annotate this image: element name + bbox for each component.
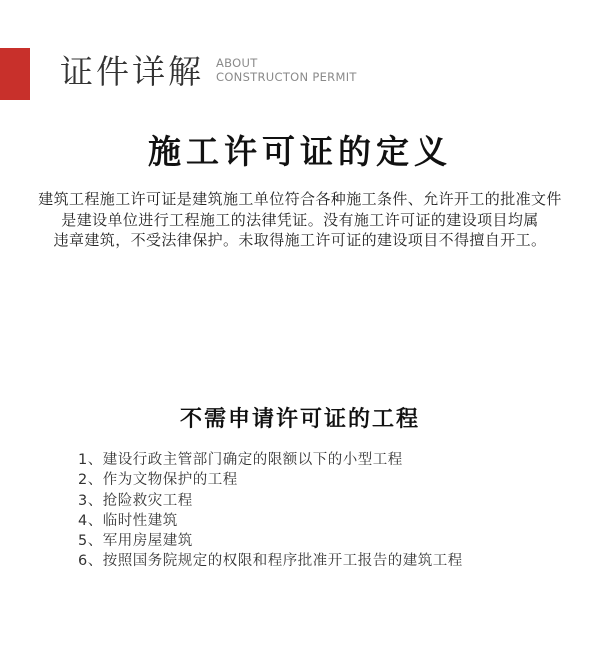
definition-line: 违章建筑，不受法律保护。未取得施工许可证的建设项目不得擅自开工。 <box>53 231 547 249</box>
header-subtitle-line1: ABOUT <box>216 56 258 70</box>
definition-line: 是建设单位进行工程施工的法律凭证。没有施工许可证的建设项目均属 <box>61 210 539 229</box>
section-header <box>0 48 600 100</box>
header-title: 证件详解 <box>60 52 204 91</box>
list-item: 5、军用房屋建筑 <box>78 533 193 550</box>
accent-bar <box>0 48 30 100</box>
definition-paragraph <box>0 189 600 251</box>
header-subtitle <box>216 56 357 84</box>
definition-title: 施工许可证的定义 <box>148 132 452 171</box>
header-subtitle-line2: CONSTRUCTON PERMIT <box>216 70 357 84</box>
list-item: 3、抢险救灾工程 <box>78 492 193 509</box>
list-item: 6、按照国务院规定的权限和程序批准开工报告的建筑工程 <box>78 553 463 570</box>
exempt-title: 不需申请许可证的工程 <box>179 407 420 432</box>
list-item: 1、建设行政主管部门确定的限额以下的小型工程 <box>78 452 403 468</box>
exempt-list <box>78 450 463 572</box>
list-item: 2、作为文物保护的工程 <box>78 472 238 489</box>
definition-line: 建筑工程施工许可证是建筑施工单位符合各种施工条件、允许开工的批准文件 <box>38 190 562 208</box>
list-item: 4、临时性建筑 <box>78 512 178 529</box>
